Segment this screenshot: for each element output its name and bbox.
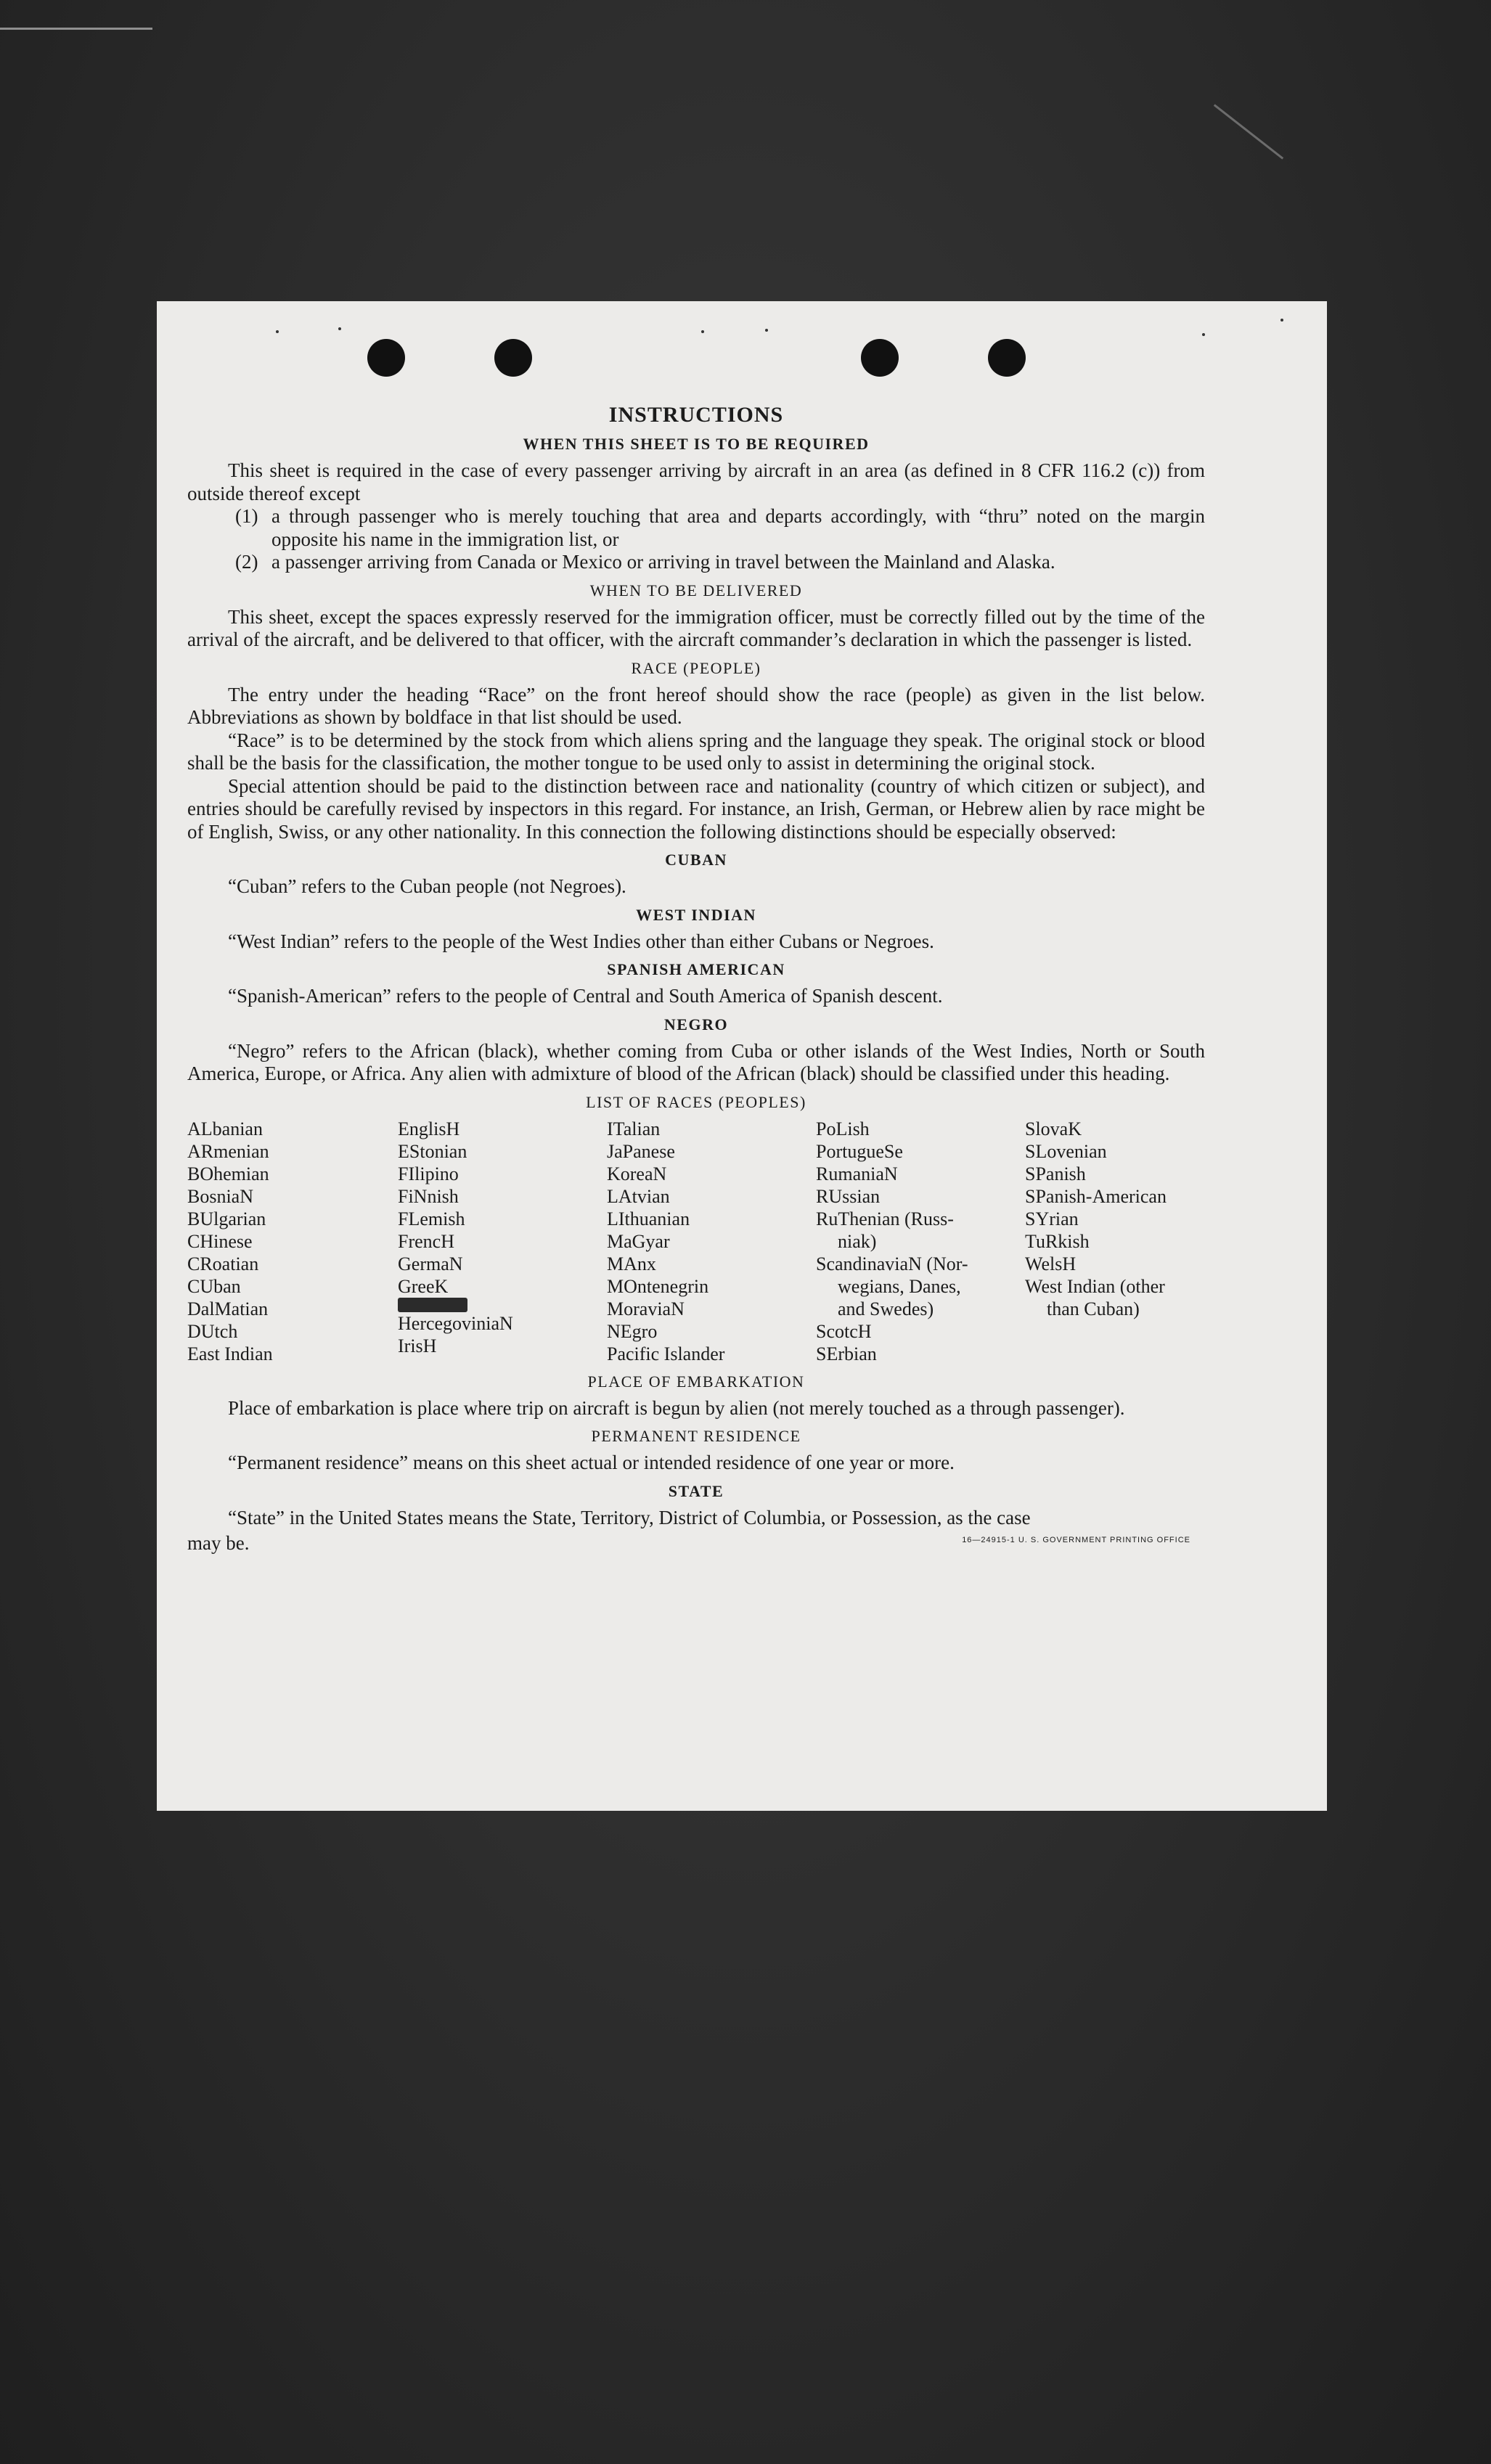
race-entry: GreeK [398, 1275, 449, 1297]
section-heading: PERMANENT RESIDENCE [591, 1427, 801, 1445]
race-entry: MaGyar [607, 1230, 670, 1252]
document-sheet [157, 301, 1327, 1811]
scan-edge-mark [0, 28, 152, 30]
race-entry: GermaN [398, 1253, 463, 1274]
section-heading: STATE [668, 1481, 724, 1500]
race-entry-continued: and Swedes) [838, 1298, 934, 1319]
race-entry: JaPanese [607, 1140, 675, 1162]
race-entry: CUban [187, 1275, 241, 1297]
race-entry: EStonian [398, 1140, 467, 1162]
race-entry: CRoatian [187, 1253, 259, 1274]
race-entry: EnglisH [398, 1118, 460, 1139]
section-heading: RACE (PEOPLE) [631, 658, 761, 677]
section-heading: WHEN THIS SHEET IS TO BE REQUIRED [523, 435, 870, 453]
race-entry: LAtvian [607, 1185, 670, 1207]
paragraph: Place of embarkation is place where trip on aircraft is begun by alien (not merely touched as a through passenger). [228, 1396, 1125, 1419]
race-entry: DalMatian [187, 1298, 269, 1319]
race-entry: FLemish [398, 1208, 465, 1229]
race-entry: West Indian (other [1025, 1275, 1165, 1297]
race-entry-continued: than Cuban) [1047, 1298, 1140, 1319]
item-text: a through passenger who is merely touching that area and departs accordingly, with “thru” noted on the margin opposite his name in the immigration list, or [271, 505, 1205, 550]
race-entry: Pacific Islander [607, 1343, 725, 1364]
speck [1280, 319, 1283, 322]
section-heading: LIST OF RACES (PEOPLES) [586, 1092, 806, 1111]
paragraph: The entry under the heading “Race” on the front hereof should show the race (people) as given in the list below. Abbreviations as shown by boldface in that list should be used. [187, 683, 1205, 728]
race-entry: WelsH [1025, 1253, 1077, 1274]
speck [338, 327, 341, 330]
race-entry: ScandinaviaN (Nor- [816, 1253, 968, 1274]
race-entry: NEgro [607, 1320, 658, 1342]
race-entry: DUtch [187, 1320, 238, 1342]
race-entry: PortugueSe [816, 1140, 903, 1162]
section-heading: SPANISH AMERICAN [607, 960, 785, 978]
paragraph-continued: may be. [187, 1532, 250, 1554]
races-column [607, 1118, 816, 1365]
races-column [187, 1118, 398, 1365]
race-entry: PoLish [816, 1118, 870, 1139]
race-entry: MAnx [607, 1253, 656, 1274]
item-number: (1) [235, 505, 258, 527]
race-entry: MoraviaN [607, 1298, 685, 1319]
section-heading: WEST INDIAN [636, 905, 756, 924]
race-entry: FrencH [398, 1230, 454, 1252]
races-list [187, 1118, 1205, 1365]
paragraph: “West Indian” refers to the people of the West Indies other than either Cubans or Negroes. [228, 930, 934, 952]
speck [1202, 333, 1205, 336]
section-heading: WHEN TO BE DELIVERED [589, 581, 803, 599]
race-entry: SYrian [1025, 1208, 1079, 1229]
paragraph: This sheet, except the spaces expressly reserved for the immigration officer, must be correctly filled out by the time of the arrival of the aircraft, and be delivered to that officer, with the aircraft commander’s declaration in which the passenger is listed. [187, 605, 1205, 650]
speck [276, 330, 279, 333]
race-entry: ARmenian [187, 1140, 269, 1162]
race-entry: LIthuanian [607, 1208, 690, 1229]
race-entry: SLovenian [1025, 1140, 1107, 1162]
race-entry: SPanish-American [1025, 1185, 1167, 1207]
race-entry: TuRkish [1025, 1230, 1090, 1252]
race-entry: ALbanian [187, 1118, 263, 1139]
race-entry: SPanish [1025, 1163, 1086, 1184]
ink-blot [398, 1298, 467, 1312]
race-entry: ITalian [607, 1118, 661, 1139]
race-entry: East Indian [187, 1343, 273, 1364]
list-item [235, 551, 1205, 574]
redacted-entry [398, 1298, 607, 1312]
paragraph: “Race” is to be determined by the stock from which aliens spring and the language they speak. The original stock or blood shall be the basis for the classification, the mother tongue to be used only to assist in determining the original stock. [187, 729, 1205, 774]
race-entry: IrisH [398, 1335, 437, 1356]
races-column [816, 1118, 1025, 1365]
races-column [398, 1118, 607, 1365]
paragraph: “Cuban” refers to the Cuban people (not Negroes). [228, 875, 626, 897]
race-entry: RumaniaN [816, 1163, 898, 1184]
paragraph: This sheet is required in the case of every passenger arriving by aircraft in an area (as defined in 8 CFR 116.2 (c)) from outside thereof except [187, 459, 1205, 504]
list-item [235, 505, 1205, 551]
race-entry: RuThenian (Russ- [816, 1208, 954, 1229]
race-entry-continued: niak) [838, 1230, 877, 1252]
page-title: INSTRUCTIONS [608, 403, 784, 427]
section-heading: NEGRO [663, 1015, 729, 1034]
race-entry: RUssian [816, 1185, 881, 1207]
punch-hole [367, 339, 405, 377]
paragraph: “Permanent residence” means on this sheet actual or intended residence of one year or more. [228, 1452, 955, 1473]
item-number: (2) [235, 551, 258, 573]
paragraph: Special attention should be paid to the distinction between race and nationality (country of which citizen or subject), and entries should be carefully revised by inspectors in this regard. For instance, an Irish, German, or Hebrew alien by race might be of English, Swiss, or any other nationality. In this connection the following distinctions should be especially observed: [187, 774, 1205, 843]
race-entry: BUlgarian [187, 1208, 266, 1229]
punch-hole [861, 339, 899, 377]
race-entry: BOhemian [187, 1163, 269, 1184]
race-entry: CHinese [187, 1230, 253, 1252]
races-column [1025, 1118, 1205, 1365]
race-entry-continued: wegians, Danes, [838, 1275, 961, 1297]
race-entry: KoreaN [607, 1163, 667, 1184]
race-entry: FIlipino [398, 1163, 459, 1184]
item-text: a passenger arriving from Canada or Mexico or arriving in travel between the Mainland and Alaska. [271, 551, 1055, 573]
race-entry: BosniaN [187, 1185, 253, 1207]
race-entry: MOntenegrin [607, 1275, 709, 1297]
paragraph: “Negro” refers to the African (black), whether coming from Cuba or other islands of the West Indies, North or South America, Europe, or Africa. Any alien with admixture of blood of the African (black) should be classified under this heading. [187, 1039, 1205, 1084]
speck [701, 330, 704, 333]
race-entry: SErbian [816, 1343, 877, 1364]
race-entry: SlovaK [1025, 1118, 1082, 1139]
printer-mark: 16—24915-1 U. S. GOVERNMENT PRINTING OFFICE [962, 1536, 1190, 1544]
punch-hole [494, 339, 532, 377]
speck [765, 329, 768, 332]
section-heading: CUBAN [665, 851, 727, 869]
punch-hole [988, 339, 1026, 377]
instructions-content [187, 403, 1205, 1555]
race-entry: ScotcH [816, 1320, 872, 1342]
paragraph: “State” in the United States means the State, Territory, District of Columbia, or Possession, as the case [228, 1506, 1031, 1528]
race-entry: HercegoviniaN [398, 1312, 513, 1334]
scan-scratch [1214, 104, 1283, 159]
race-entry: FiNnish [398, 1185, 459, 1207]
final-line [187, 1529, 1205, 1555]
section-heading: PLACE OF EMBARKATION [587, 1372, 805, 1391]
paragraph: “Spanish-American” refers to the people of Central and South America of Spanish descent. [228, 985, 943, 1007]
